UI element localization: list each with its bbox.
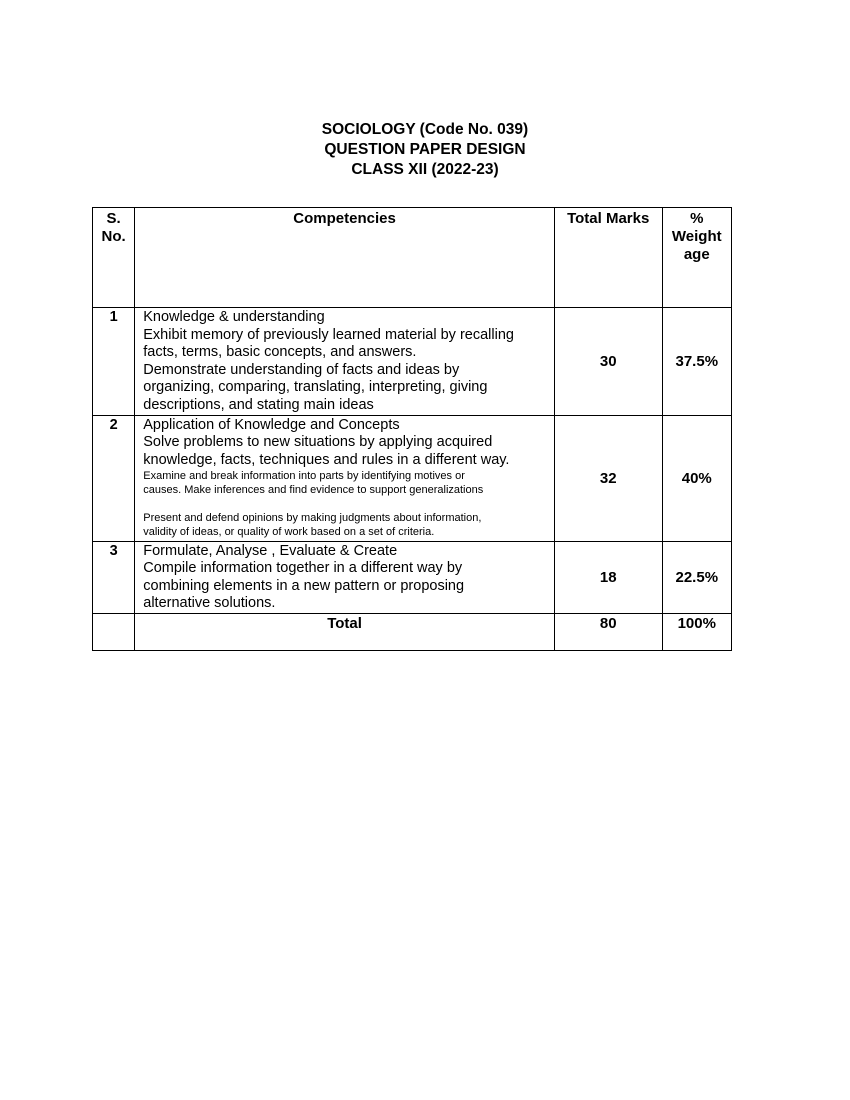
competency-heading: Application of Knowledge and Concepts [143,416,400,433]
competency-heading: Knowledge & understanding [143,309,325,325]
header-weight-line2: Weight [671,228,722,245]
competency-small-text: causes. Make inferences and find evidence to support generalizations [143,484,484,497]
competency-text: descriptions, and stating main ideas [143,396,374,413]
competency-text: Exhibit memory of previously learned material by recalling [143,326,514,343]
row-weightage: 40% [662,415,731,541]
title-design: QUESTION PAPER DESIGN [324,141,526,158]
total-weightage: 100% [662,613,731,650]
row-competency [135,308,555,416]
title-class: CLASS XII (2022-23) [351,161,499,178]
competency-text: facts, terms, basic concepts, and answers. [143,344,417,361]
table-row [93,415,732,541]
row-total-marks: 18 [554,541,662,613]
row-sno: 1 [93,308,135,416]
competency-small-text: Present and defend opinions by making judgments about information, [143,512,482,525]
row-weightage: 37.5% [662,308,731,416]
competency-text: organizing, comparing, translating, interpreting, giving [143,379,488,396]
total-marks: 80 [554,613,662,650]
header-sno-line2: No. [101,228,126,245]
row-sno: 3 [93,541,135,613]
row-sno: 2 [93,415,135,541]
header-weight-line3: age [683,246,710,263]
total-label: Total [135,613,555,650]
table-row [93,541,732,613]
competency-small-text: validity of ideas, or quality of work based on a set of criteria. [143,526,435,539]
table-row [93,308,732,416]
document-title [0,120,850,180]
competency-text: knowledge, facts, techniques and rules in a different way. [143,451,510,468]
header-weightage [662,208,731,308]
row-weightage: 22.5% [662,541,731,613]
header-competencies: Competencies [135,208,555,308]
header-sno [93,208,135,308]
header-sno-line1: S. [106,210,121,227]
question-paper-design-table [92,207,732,651]
header-total-marks: Total Marks [554,208,662,308]
competency-text: Compile information together in a different way by [143,560,463,577]
row-competency [135,415,555,541]
row-competency [135,541,555,613]
competency-text: Solve problems to new situations by applying acquired [143,434,493,451]
header-row [93,208,732,308]
competency-text: combining elements in a new pattern or proposing [143,577,465,594]
total-row-empty-cell [93,613,135,650]
total-row [93,613,732,650]
row-total-marks: 32 [554,415,662,541]
header-weight-line1: % [690,210,704,227]
competency-small-text: Examine and break information into parts by identifying motives or [143,470,465,483]
competency-text: Demonstrate understanding of facts and ideas by [143,361,460,378]
title-subject: SOCIOLOGY (Code No. 039) [321,121,529,138]
competency-text: alternative solutions. [143,595,276,612]
competency-heading: Formulate, Analyse , Evaluate & Create [143,542,398,559]
row-total-marks: 30 [554,308,662,416]
